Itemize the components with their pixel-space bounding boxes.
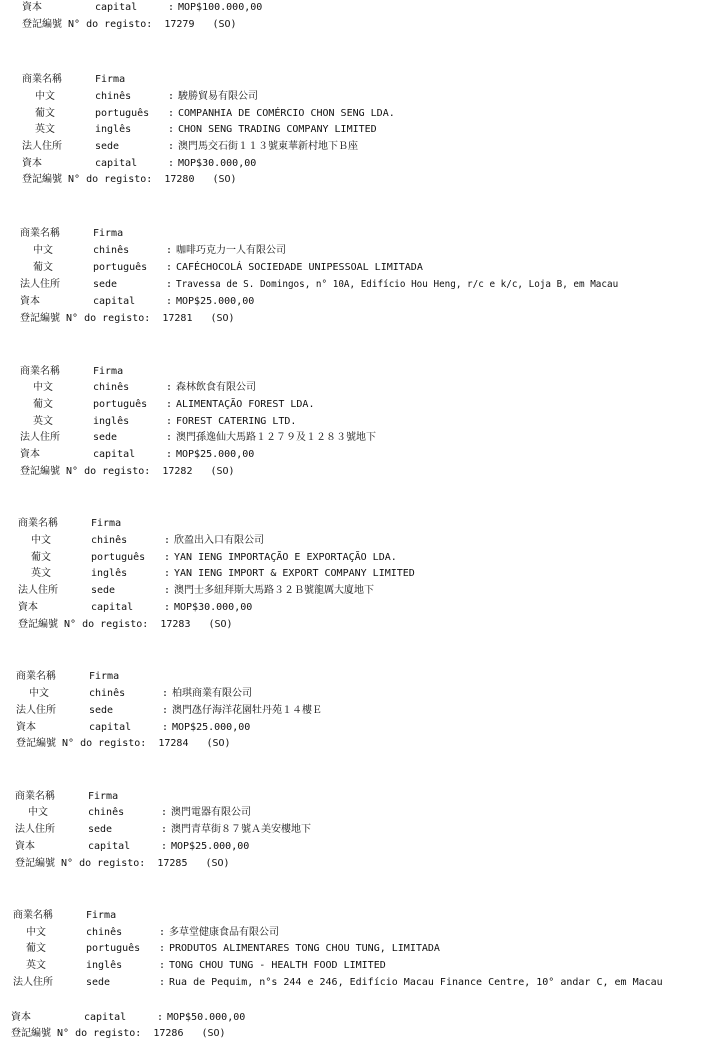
chinese-name-value: 咖啡巧克力一人有限公司 [176,245,286,256]
firma-label-pt: Firma [95,74,126,85]
registration-label-zh: 登記編號 [18,619,58,630]
firma-label-pt: Firma [89,671,120,682]
colon: : [157,1012,164,1023]
label-pt: sede [93,432,118,443]
label-zh: 法人住所 [13,977,53,988]
label-pt: chinês [88,807,125,818]
label-pt: chinês [86,927,123,938]
chinese-name-value: 澳門電器有限公司 [171,807,251,818]
label-zh: 英文 [33,416,53,427]
colon: : [168,141,175,152]
colon: : [168,158,175,169]
registration-label-pt: N° do registo: [68,19,153,30]
registration-suffix: (SO) [210,466,235,477]
label-pt: inglês [91,568,128,579]
firma-label-pt: Firma [91,518,122,529]
label-pt: chinês [93,382,130,393]
label-pt: sede [93,279,118,290]
label-zh: 葡文 [33,399,53,410]
capital-value: MOP$50.000,00 [167,1012,246,1023]
portuguese-name-value: PRODUTOS ALIMENTARES TONG CHOU TUNG, LIMITADA [169,943,440,954]
label-zh: 資本 [20,449,40,460]
registration-label-zh: 登記編號 [20,466,60,477]
registration-number: 17282 [162,466,193,477]
registration-number: 17286 [153,1028,184,1039]
registration-row [20,464,235,480]
label-zh: 中文 [33,382,53,393]
label-zh: 資本 [16,722,36,733]
registration-number: 17281 [162,313,193,324]
registration-suffix: (SO) [212,19,237,30]
colon: : [168,91,175,102]
capital-value: MOP$25.000,00 [171,841,250,852]
portuguese-name-value: YAN IENG IMPORTAÇÃO E EXPORTAÇÃO LDA. [174,552,397,563]
registration-suffix: (SO) [210,313,235,324]
label-zh: 英文 [26,960,46,971]
chinese-name-value: 柏琪商業有限公司 [172,688,252,699]
label-zh: 資本 [22,2,42,13]
label-pt: sede [89,705,114,716]
capital-value: MOP$25.000,00 [172,722,251,733]
registration-suffix: (SO) [205,858,230,869]
seat-value: 澳門士多紐拜斯大馬路３２Ｂ號龍厲大廈地下 [174,585,374,596]
label-pt: capital [91,602,134,613]
label-pt: chinês [91,535,128,546]
label-zh: 中文 [28,807,48,818]
registration-label-pt: N° do registo: [66,313,151,324]
label-pt: capital [95,158,138,169]
colon: : [166,399,173,410]
label-pt: português [93,399,148,410]
colon: : [164,568,171,579]
capital-value: MOP$25.000,00 [176,296,255,307]
label-pt: português [93,262,148,273]
colon: : [164,585,171,596]
label-pt: capital [84,1012,127,1023]
registration-label-zh: 登記編號 [15,858,55,869]
label-zh: 法人住所 [18,585,58,596]
label-zh: 法人住所 [20,432,60,443]
colon: : [159,943,166,954]
label-pt: português [91,552,146,563]
label-zh: 法人住所 [16,705,56,716]
label-pt: inglês [93,416,130,427]
label-pt: inglês [86,960,123,971]
label-pt: capital [89,722,132,733]
label-pt: sede [88,824,113,835]
portuguese-name-value: ALIMENTAÇÃO FOREST LDA. [176,399,315,410]
seat-value: 澳門青草街８７號Ａ美安樓地下 [171,824,311,835]
label-pt: sede [95,141,120,152]
english-name-value: FOREST CATERING LTD. [176,416,297,427]
seat-value: 澳門孫逸仙大馬路１２７９及１２８３號地下 [176,432,376,443]
registration-row [16,736,231,752]
registration-label-zh: 登記編號 [11,1028,51,1039]
colon: : [159,927,166,938]
firma-label-zh: 商業名稱 [13,910,53,921]
registration-label-zh: 登記編號 [22,174,62,185]
portuguese-name-value: CAFÉCHOCOLÁ SOCIEDADE UNIPESSOAL LIMITADA [176,262,423,273]
label-pt: capital [95,2,138,13]
label-zh: 中文 [31,535,51,546]
registration-label-pt: N° do registo: [57,1028,142,1039]
label-pt: português [86,943,141,954]
label-zh: 資本 [20,296,40,307]
colon: : [159,977,166,988]
english-name-value: YAN IENG IMPORT & EXPORT COMPANY LIMITED [174,568,415,579]
colon: : [164,535,171,546]
chinese-name-value: 駿勝貿易有限公司 [178,91,258,102]
seat-value: 澳門氹仔海洋花園牡丹苑１４樓Ｅ [172,705,322,716]
registration-row [18,617,233,633]
label-zh: 資本 [15,841,35,852]
colon: : [166,432,173,443]
label-zh: 中文 [29,688,49,699]
firma-label-zh: 商業名稱 [22,74,62,85]
colon: : [168,124,175,135]
registration-number: 17280 [164,174,195,185]
label-pt: capital [93,449,136,460]
colon: : [166,262,173,273]
label-zh: 法人住所 [22,141,62,152]
registration-row [22,17,237,33]
colon: : [161,841,168,852]
registration-suffix: (SO) [212,174,237,185]
colon: : [166,296,173,307]
firma-label-pt: Firma [93,228,124,239]
colon: : [166,416,173,427]
registration-number: 17284 [158,738,189,749]
registration-suffix: (SO) [208,619,233,630]
registration-label-zh: 登記編號 [20,313,60,324]
label-pt: sede [91,585,116,596]
registration-number: 17283 [160,619,191,630]
capital-value: MOP$30.000,00 [174,602,253,613]
label-zh: 中文 [26,927,46,938]
colon: : [166,382,173,393]
firma-label-pt: Firma [86,910,117,921]
chinese-name-value: 多草堂健康食品有限公司 [169,927,279,938]
capital-value: MOP$25.000,00 [176,449,255,460]
firma-label-zh: 商業名稱 [18,518,58,529]
seat-value: 澳門馬交石街１１３號東華新村地下Ｂ座 [178,141,358,152]
registration-row [11,1026,226,1042]
label-zh: 葡文 [31,552,51,563]
label-pt: chinês [89,688,126,699]
portuguese-name-value: COMPANHIA DE COMÉRCIO CHON SENG LDA. [178,108,395,119]
colon: : [161,824,168,835]
colon: : [162,688,169,699]
label-pt: capital [88,841,131,852]
label-zh: 中文 [33,245,53,256]
registration-label-pt: N° do registo: [66,466,151,477]
label-pt: sede [86,977,111,988]
colon: : [166,245,173,256]
colon: : [162,722,169,733]
colon: : [164,602,171,613]
chinese-name-value: 欣盈出入口有限公司 [174,535,264,546]
chinese-name-value: 森林飲食有限公司 [176,382,256,393]
label-pt: chinês [95,91,132,102]
colon: : [166,449,173,460]
colon: : [161,807,168,818]
firma-label-zh: 商業名稱 [20,228,60,239]
label-zh: 資本 [11,1012,31,1023]
registration-row [22,172,237,188]
label-pt: português [95,108,150,119]
label-pt: chinês [93,245,130,256]
colon: : [164,552,171,563]
label-zh: 葡文 [26,943,46,954]
capital-value: MOP$30.000,00 [178,158,257,169]
registration-number: 17279 [164,19,195,30]
label-zh: 資本 [18,602,38,613]
registration-row [20,311,235,327]
english-name-value: TONG CHOU TUNG - HEALTH FOOD LIMITED [169,960,386,971]
firma-label-zh: 商業名稱 [16,671,56,682]
colon: : [168,2,175,13]
label-zh: 中文 [35,91,55,102]
firma-label-pt: Firma [93,366,124,377]
label-zh: 法人住所 [20,279,60,290]
registration-label-pt: N° do registo: [62,738,147,749]
registration-suffix: (SO) [206,738,231,749]
firma-label-zh: 商業名稱 [15,791,55,802]
firma-label-pt: Firma [88,791,119,802]
registration-label-zh: 登記編號 [22,19,62,30]
registration-label-pt: N° do registo: [64,619,149,630]
colon: : [166,279,173,290]
registration-row [15,856,230,872]
label-pt: capital [93,296,136,307]
registration-suffix: (SO) [201,1028,226,1039]
colon: : [159,960,166,971]
firma-label-zh: 商業名稱 [20,366,60,377]
registration-label-zh: 登記編號 [16,738,56,749]
seat-value: Rua de Pequim, n°s 244 e 246, Edifício Macau Finance Centre, 10° andar C, em Macau [169,977,663,988]
label-zh: 葡文 [33,262,53,273]
label-zh: 葡文 [35,108,55,119]
label-zh: 法人住所 [15,824,55,835]
registration-number: 17285 [157,858,188,869]
registration-label-pt: N° do registo: [68,174,153,185]
seat-value: Travessa de S. Domingos, n° 10A, Edifício Hou Heng, r/c e k/c, Loja B, em Macau [176,279,619,290]
label-zh: 資本 [22,158,42,169]
english-name-value: CHON SENG TRADING COMPANY LIMITED [178,124,377,135]
colon: : [168,108,175,119]
label-zh: 英文 [31,568,51,579]
registration-label-pt: N° do registo: [61,858,146,869]
label-pt: inglês [95,124,132,135]
capital-value: MOP$100.000,00 [178,2,263,13]
colon: : [162,705,169,716]
label-zh: 英文 [35,124,55,135]
